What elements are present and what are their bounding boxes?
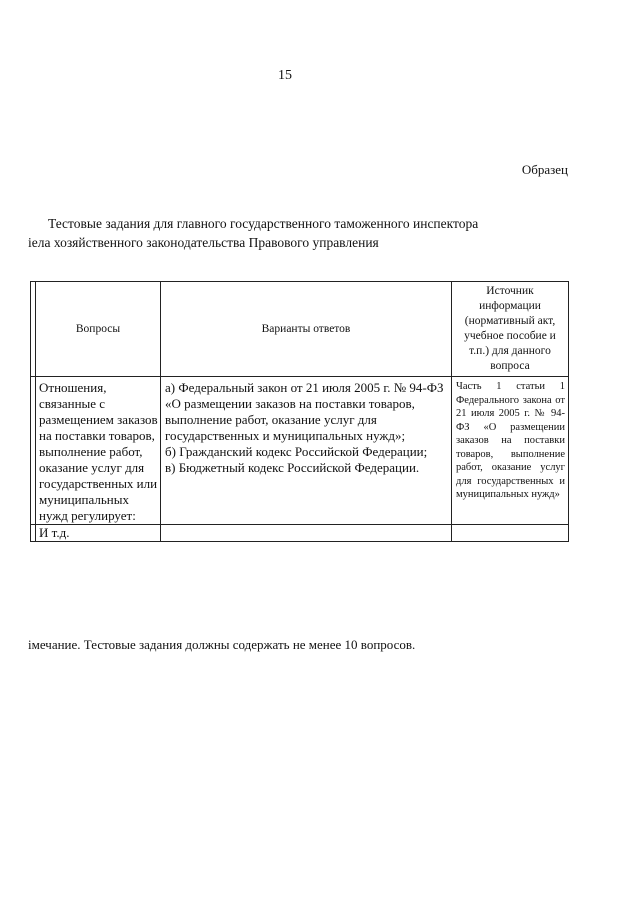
page-number: 15 — [278, 68, 292, 83]
header-questions: Вопросы — [36, 282, 161, 377]
etc-empty-answers — [161, 525, 452, 542]
answers-cell — [161, 377, 452, 525]
table-header-row — [31, 282, 569, 377]
title-line-2: іела хозяйственного законодательства Правового управления — [28, 235, 379, 250]
test-tasks-table — [30, 281, 569, 542]
sample-label: Образец — [521, 162, 568, 177]
question-cell: Отношения, связанные с размещением заказов на поставки товаров, выполнение работ, оказание услуг для государственных или муниципальных нужд регулирует: — [36, 377, 161, 525]
title-line-1: Тестовые задания для главного государственного таможенного инспектора — [48, 216, 479, 231]
answer-option-a: а) Федеральный закон от 21 июля 2005 г. № 94-ФЗ «О размещении заказов на поставки товаров, выполнение работ, оказание услуг для государственных и муниципальных нужд»; — [165, 380, 444, 443]
document-title — [28, 214, 578, 252]
etc-empty-source — [452, 525, 569, 542]
table-row — [31, 377, 569, 525]
header-source: Источник информации (нормативный акт, учебное пособие и т.п.) для данного вопроса — [452, 282, 569, 377]
answer-option-c: в) Бюджетный кодекс Российской Федерации. — [165, 460, 420, 475]
footnote: імечание. Тестовые задания должны содержать не менее 10 вопросов. — [28, 637, 416, 652]
header-answers: Варианты ответов — [161, 282, 452, 377]
answer-option-b: б) Гражданский кодекс Российской Федерации; — [165, 444, 428, 459]
table-row-etc — [31, 525, 569, 542]
etc-cell: И т.д. — [36, 525, 161, 542]
source-cell: Часть 1 статьи 1 Федерального закона от 21 июля 2005 г. № 94-ФЗ «О размещении заказов на поставки товаров, выполнение работ, оказание услуг для государственных и муниципальных нужд» — [452, 377, 569, 525]
